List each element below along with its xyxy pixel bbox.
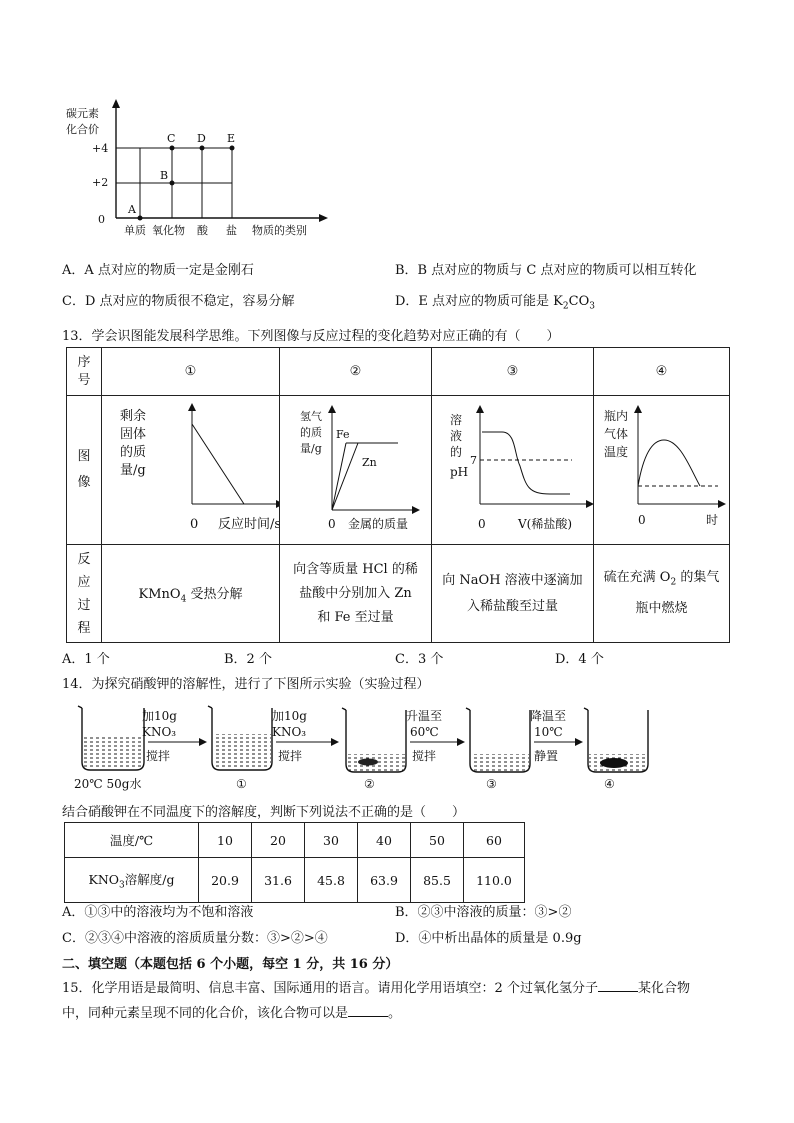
svg-text:溶: 溶 <box>450 413 463 427</box>
svg-text:反应时间/s: 反应时间/s <box>218 517 279 532</box>
label-B: B <box>160 169 169 182</box>
svg-text:氢气: 氢气 <box>300 410 322 423</box>
q12-option-c[interactable]: C．D 点对应的物质很不稳定，容易分解 <box>62 294 295 309</box>
svg-text:10℃: 10℃ <box>534 725 563 739</box>
graph-1-cell <box>102 396 280 545</box>
beaker-4 <box>584 708 648 772</box>
point-D <box>200 146 205 151</box>
col-2: ② <box>280 348 432 396</box>
svg-text:降温至: 降温至 <box>530 709 567 723</box>
carbon-valence-chart <box>60 95 350 245</box>
label-E: E <box>227 132 236 145</box>
sol-50: 85.5 <box>411 858 464 903</box>
sol-40: 63.9 <box>358 858 411 903</box>
process-4: 硫在充满 $O_2$ 的集气 瓶中燃烧 <box>594 545 730 643</box>
svg-text:固体: 固体 <box>120 427 147 442</box>
sol-60: 110.0 <box>464 858 525 903</box>
svg-text:0: 0 <box>638 513 646 527</box>
q15-blank-1[interactable] <box>598 979 638 992</box>
q13-option-a[interactable]: A．1 个 <box>62 652 110 667</box>
svg-text:Zn: Zn <box>362 456 377 469</box>
q15-blank-2[interactable] <box>348 1004 388 1017</box>
svg-text:V(稀盐酸): V(稀盐酸) <box>518 517 573 531</box>
row-header-process: 反 应 过 程 <box>67 545 102 643</box>
col-3: ③ <box>432 348 594 396</box>
q14-stem: 14．为探究硝酸钾的溶解性，进行了下图所示实验（实验过程） <box>62 677 430 692</box>
q14-sub-stem: 结合硝酸钾在不同温度下的溶解度，判断下列说法不正确的是（ ） <box>62 805 466 820</box>
svg-text:KNO₃: KNO₃ <box>272 725 307 739</box>
q12-option-d[interactable]: D．E 点对应的物质可能是 $K_2CO_3$ <box>395 294 595 312</box>
temp-20: 20 <box>252 823 305 858</box>
svg-text:Fe: Fe <box>336 428 350 441</box>
svg-text:的质: 的质 <box>120 445 147 460</box>
graph-4-cell <box>594 396 730 545</box>
q15-line-2: 中，同种元素呈现不同的化合价，该化合物可以是 。 <box>62 1006 402 1021</box>
svg-text:的: 的 <box>450 445 463 459</box>
sol-20: 31.6 <box>252 858 305 903</box>
x-tick-oxide: 氧化物 <box>152 224 185 237</box>
svg-text:加10g: 加10g <box>272 709 307 723</box>
point-B <box>170 181 175 186</box>
svg-text:量/g: 量/g <box>120 463 146 478</box>
q14-option-d[interactable]: D．④中析出晶体的质量是 0.9g <box>395 931 582 946</box>
graph-3-cell <box>432 396 594 545</box>
svg-text:7: 7 <box>470 454 477 467</box>
col-4: ④ <box>594 348 730 396</box>
q13-table <box>66 347 730 643</box>
q14-option-b[interactable]: B．②③中溶液的质量：③>② <box>395 905 572 920</box>
q13-option-d[interactable]: D．4 个 <box>555 652 604 667</box>
y-tick-0: 0 <box>98 213 105 226</box>
x-tick-element: 单质 <box>124 224 146 237</box>
temp-60: 60 <box>464 823 525 858</box>
y-tick-2: +2 <box>92 176 109 189</box>
x-tick-acid: 酸 <box>197 224 208 237</box>
fe-line-rise <box>332 443 346 510</box>
label-D: D <box>197 132 206 145</box>
point-C <box>170 146 175 151</box>
graph-2 <box>280 396 431 540</box>
svg-text:升温至: 升温至 <box>406 709 443 723</box>
q14-option-c[interactable]: C．②③④中溶液的溶质质量分数：③>②>④ <box>62 931 328 946</box>
ph-curve <box>482 432 570 494</box>
row-header-number: 序 号 <box>67 348 102 396</box>
q14-option-a[interactable]: A．①③中的溶液均为不饱和溶液 <box>62 905 254 920</box>
beaker-2 <box>342 708 406 772</box>
graph-2-cell <box>280 396 432 545</box>
svg-text:KNO₃: KNO₃ <box>142 725 177 739</box>
svg-text:60℃: 60℃ <box>410 725 439 739</box>
svg-text:剩余: 剩余 <box>120 409 147 424</box>
temperature-curve <box>638 440 700 486</box>
temp-30: 30 <box>305 823 358 858</box>
q14-experiment-diagram <box>66 696 766 794</box>
point-E <box>230 146 235 151</box>
svg-text:瓶内: 瓶内 <box>604 409 629 423</box>
svg-text:静置: 静置 <box>534 749 559 763</box>
zn-line-rise <box>332 443 358 510</box>
svg-text:金属的质量: 金属的质量 <box>348 517 409 531</box>
start-label: 20℃ 50g水 <box>74 777 142 791</box>
graph-4 <box>594 396 729 540</box>
col-1: ① <box>102 348 280 396</box>
x-axis-label: 物质的类别 <box>252 224 307 237</box>
beaker-start <box>78 706 144 770</box>
ylabel-line1: 碳元素 <box>66 107 99 120</box>
q13-stem: 13．学会识图能发展科学思维。下列图像与反应过程的变化趋势对应正确的有（ ） <box>62 329 560 344</box>
label-C: C <box>167 132 176 145</box>
temp-40: 40 <box>358 823 411 858</box>
svg-text:加10g: 加10g <box>142 709 177 723</box>
graph-3 <box>432 396 593 540</box>
svg-text:的质: 的质 <box>300 426 322 439</box>
solubility-table <box>64 822 525 903</box>
svg-text:0: 0 <box>328 517 336 531</box>
section-2-heading: 二、填空题（本题包括 6 个小题，每空 1 分，共 16 分） <box>62 957 399 972</box>
process-3: 向 NaOH 溶液中逐滴加 入稀盐酸至过量 <box>432 545 594 643</box>
beaker-label-3: ③ <box>486 777 497 791</box>
graph-1-line <box>192 424 244 504</box>
beaker-3 <box>466 708 530 772</box>
ylabel-line2: 化合价 <box>66 123 99 136</box>
point-A <box>138 216 143 221</box>
svg-text:气体: 气体 <box>604 427 629 441</box>
svg-text:时: 时 <box>706 513 719 527</box>
svg-text:温度: 温度 <box>604 445 629 459</box>
x-tick-salt: 盐 <box>226 224 237 237</box>
svg-text:搅拌: 搅拌 <box>412 749 437 763</box>
q13-option-b[interactable]: B．2 个 <box>224 652 272 667</box>
beaker-label-4: ④ <box>604 777 615 791</box>
q12-option-b[interactable]: B．B 点对应的物质与 C 点对应的物质可以相互转化 <box>395 263 697 278</box>
label-A: A <box>128 203 136 216</box>
q12-option-a[interactable]: A．A 点对应的物质一定是金刚石 <box>62 263 254 278</box>
temp-50: 50 <box>411 823 464 858</box>
svg-text:搅拌: 搅拌 <box>278 749 303 763</box>
svg-text:液: 液 <box>450 429 463 443</box>
y-tick-4: +4 <box>92 142 109 155</box>
svg-text:搅拌: 搅拌 <box>146 749 171 763</box>
q15-line-1: 15．化学用语是最简明、信息丰富、国际通用的语言。请用化学用语填空：2 个过氧化氢分子 某化合物 <box>62 981 690 996</box>
process-1: KMnO$_4$ 受热分解 <box>102 545 280 643</box>
beaker-1 <box>208 706 272 770</box>
graph-1 <box>102 396 279 540</box>
sol-10: 20.9 <box>199 858 252 903</box>
row-header-graph: 图 像 <box>67 396 102 545</box>
process-2: 向含等质量 HCl 的稀 盐酸中分别加入 Zn 和 Fe 至过量 <box>280 545 432 643</box>
temp-10: 10 <box>199 823 252 858</box>
beaker-label-2: ② <box>364 777 375 791</box>
svg-text:量/g: 量/g <box>300 442 322 455</box>
svg-text:0: 0 <box>190 517 199 532</box>
q13-option-c[interactable]: C．3 个 <box>395 652 444 667</box>
sol-30: 45.8 <box>305 858 358 903</box>
svg-text:pH: pH <box>450 465 469 479</box>
beaker-label-1: ① <box>236 777 247 791</box>
table-header-temp: 温度/℃ <box>65 823 199 858</box>
table-header-solubility: $KNO_3$溶解度/g <box>65 858 199 903</box>
svg-text:0: 0 <box>478 517 486 531</box>
